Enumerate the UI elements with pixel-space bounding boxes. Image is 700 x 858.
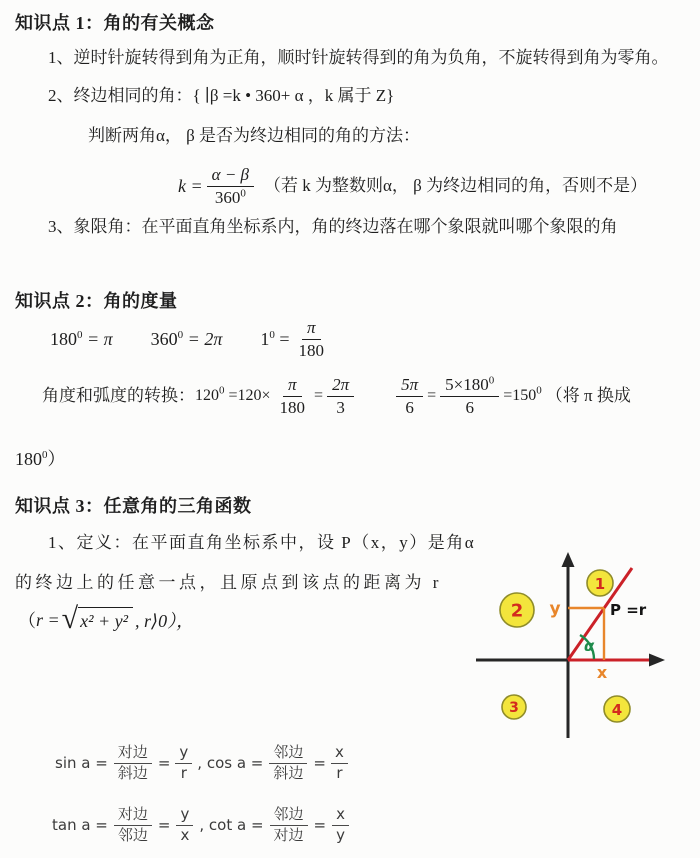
section1-item2: 2、终边相同的角：{ ∣β =k • 360+ α ，k 属于 Z}: [48, 86, 395, 105]
cot-fraction-xy: $\frac{x}{y}$: [331, 806, 350, 844]
eq-360: $360^0 = 2\pi$: [150, 328, 223, 349]
svg-text:3: 3: [509, 700, 519, 716]
conv1: $120^0 =120\times$: [195, 384, 271, 404]
svg-text:1: 1: [594, 575, 606, 593]
sin-fraction-cn: $\frac{\text{对边}}{\text{斜边}}$: [113, 744, 153, 782]
conversion-label: 角度和弧度的转换：: [42, 386, 195, 406]
x-axis-arrow-icon: [649, 654, 665, 667]
conv2-fraction1: $\frac{5\pi}{6}$: [396, 375, 423, 417]
cot-fraction-cn: $\frac{\text{邻边}}{\text{对边}}$: [269, 806, 309, 844]
angle-alpha-label: α: [584, 637, 595, 655]
y-axis-label: y: [549, 599, 561, 619]
tan-fraction-xy: $\frac{y}{x}$: [175, 806, 194, 844]
wrapped-180-line: $180^0$）: [15, 449, 66, 469]
quadrant4-badge: [604, 696, 630, 722]
tan-cot-formula: tan a = $\frac{\text{对边}}{\text{邻边}}$ = $\frac{y}{x}$ , cot a = $\frac{\text{邻边}}{\text{对边}}$ = $\frac{x}{y}$: [52, 799, 355, 851]
conversion-note: （将 π 换成: [545, 386, 631, 406]
quadrant1-badge: [587, 570, 613, 596]
quadrant2-badge: [500, 593, 534, 627]
cos-fraction-xy: $\frac{x}{r}$: [331, 744, 348, 782]
definition-line2: 的终边上的任意一点，且原点到该点的距离为 r: [15, 573, 442, 592]
svg-text:2: 2: [510, 600, 524, 622]
cos-fraction-cn: $\frac{\text{邻边}}{\text{斜边}}$: [268, 744, 308, 782]
section1-item1: 1、逆时针旋转得到角为正角，顺时针旋转得到的角为负角，不旋转得到角为零角。: [48, 48, 669, 67]
section1-heading: 知识点 1：角的有关概念: [15, 13, 215, 33]
degree-radian-identities: [50, 313, 333, 365]
eq-1deg: $1^0$ =: [260, 328, 290, 349]
square-root: √ x² + y²: [62, 607, 133, 634]
conv1-fraction2: $\frac{2\pi}{3}$: [327, 375, 354, 417]
section3-heading: 知识点 3：任意角的三角函数: [15, 496, 252, 516]
point-p-label: P =r: [610, 601, 647, 619]
x-axis-label: x: [596, 663, 608, 682]
r-formula: （ r = √ x² + y² , r⟩0），: [18, 601, 195, 635]
k-formula-note: （若 k 为整数则α， β 为终边相同的角，否则不是）: [264, 176, 648, 196]
k-formula-fraction: $\frac{\alpha - \beta}{360^0}$: [207, 165, 254, 207]
judge-method-line: 判断两角α， β 是否为终边相同的角的方法：: [88, 126, 421, 145]
section2-heading: 知识点 2：角的度量: [15, 291, 178, 311]
eq-180: $180^0 = \pi$: [50, 328, 113, 349]
k-formula: [178, 158, 647, 214]
quadrant3-badge: [502, 695, 526, 719]
y-axis-arrow-icon: [562, 552, 575, 567]
sin-fraction-xy: $\frac{y}{r}$: [175, 744, 192, 782]
tan-fraction-cn: $\frac{\text{对边}}{\text{邻边}}$: [113, 806, 153, 844]
eq-1deg-fraction: $\frac{\pi}{180}$: [298, 317, 324, 360]
conv2-result: $=150^0$: [503, 384, 542, 404]
unit-angle-diagram: [456, 546, 686, 756]
k-formula-lhs: k =: [178, 175, 203, 196]
radical-sign: √: [61, 601, 79, 635]
section1-item3: 3、象限角：在平面直角坐标系内，角的终边落在哪个象限就叫哪个象限的角: [48, 217, 618, 236]
conv2-fraction2: $\frac{5\times 180^0}{6}$: [440, 375, 499, 417]
conversion-row: 角度和弧度的转换： $120^0 =120\times$ $\frac{\pi}{180}$ = $\frac{2\pi}{3}$ $\frac{5\pi}{6}$ = $\frac{5\times 180^0}{6}$ $=150^0$ （将 π 换成: [42, 374, 631, 417]
sin-cos-formula: sin a = $\frac{\text{对边}}{\text{斜边}}$ = $\frac{y}{r}$ , cos a = $\frac{\text{邻边}}{\text{斜边}}$ = $\frac{x}{r}$: [55, 737, 353, 789]
svg-text:4: 4: [611, 701, 623, 719]
conv1-fraction1: $\frac{\pi}{180}$: [279, 374, 306, 417]
definition-line1: 1、定义：在平面直角坐标系中，设 P（x，y）是角α: [48, 533, 476, 552]
